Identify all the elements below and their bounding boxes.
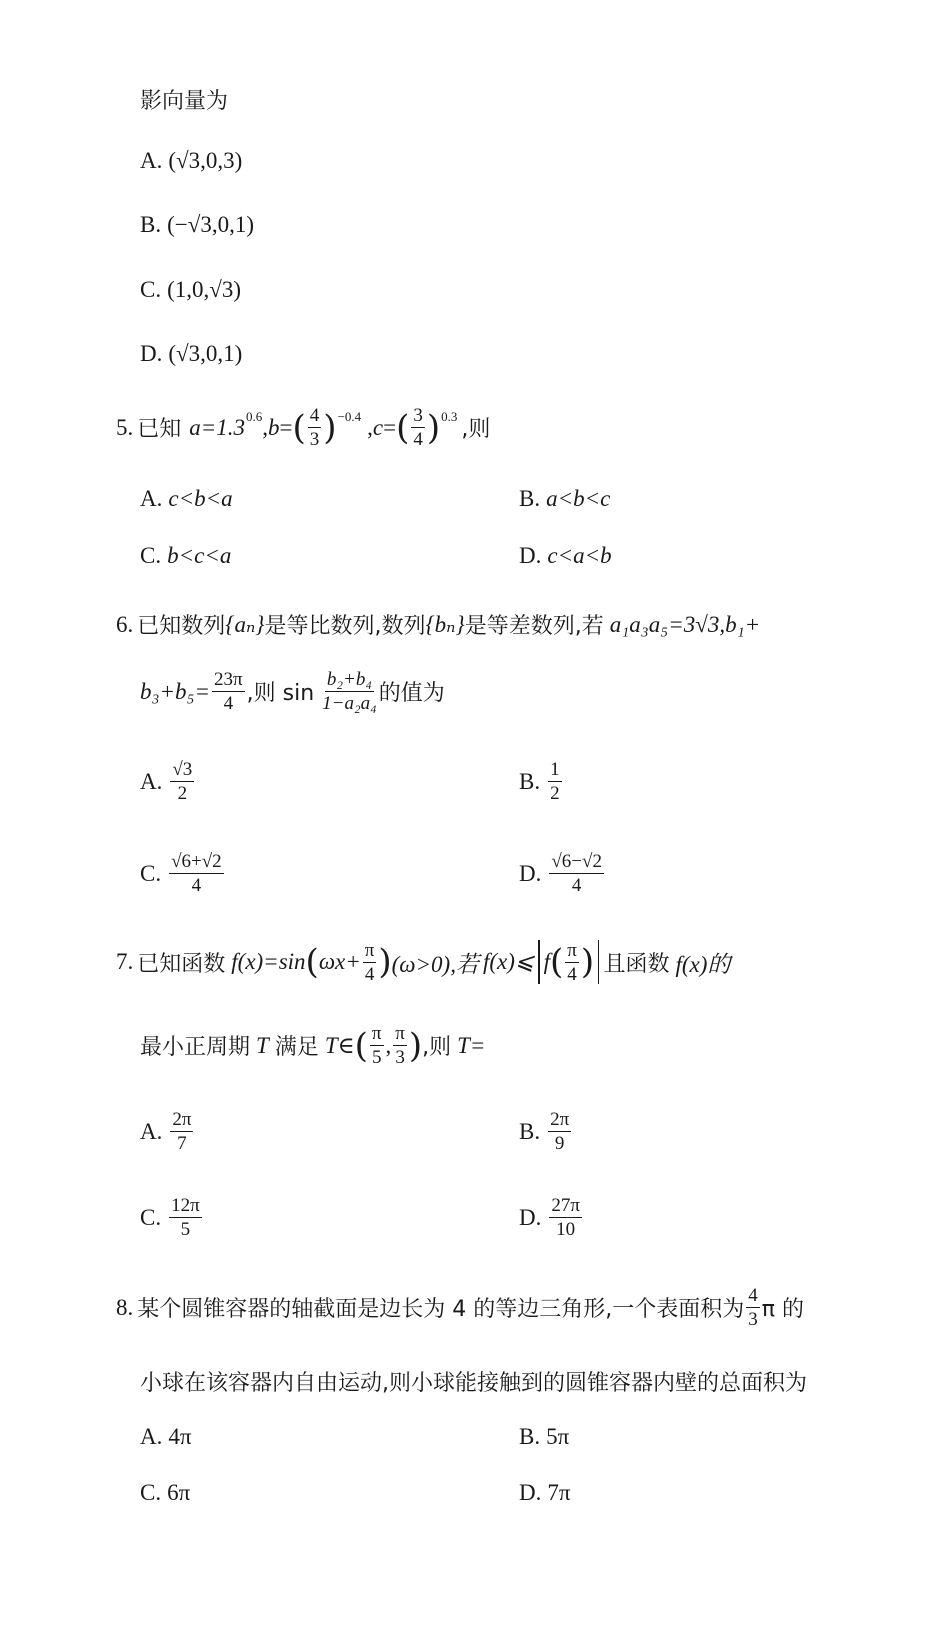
q8-option-d[interactable]: D. 7π xyxy=(519,1480,571,1505)
q6-option-d[interactable]: D. $\frac{√6-√2}{4}$ xyxy=(519,851,602,896)
abs-bar-left xyxy=(538,940,539,984)
q7-option-a[interactable]: A. $\frac{2\pi}{7}$ xyxy=(140,1109,192,1154)
question-number: 7. xyxy=(116,949,134,974)
option-label: C. xyxy=(140,277,162,302)
option-text: (√3,0,1) xyxy=(168,341,243,366)
q8-option-a[interactable]: A. 4π xyxy=(140,1424,192,1449)
question-number: 8. xyxy=(116,1294,134,1320)
q5-option-d[interactable]: D. c<a<b xyxy=(519,543,612,568)
q5-option-a[interactable]: A. c<b<a xyxy=(140,486,233,511)
q7-option-c[interactable]: C. $\frac{12\pi}{5}$ xyxy=(140,1195,200,1240)
option-text: (1,0,√3) xyxy=(167,277,242,302)
option-label: D. xyxy=(140,341,163,366)
option-text: (√3,0,3) xyxy=(168,148,243,173)
a-definition: a=1.3 xyxy=(189,414,246,440)
q8-stem-line1: 8. 某个圆锥容器的轴截面是边长为 4 的等边三角形,一个表面积为 $\frac{4}{3}$ π 的 xyxy=(116,1285,804,1330)
abs-bar-right xyxy=(598,940,599,984)
q6-option-c[interactable]: C. $\frac{√6+√2}{4}$ xyxy=(140,851,222,896)
q4-option-c[interactable] xyxy=(140,277,241,303)
q6-stem-line1: 6. 已知数列 {aₙ} 是等比数列,数列 {bₙ} 是等差数列,若 a₁a₃a₅=3√3,b₁+ xyxy=(116,611,761,639)
option-text: (−√3,0,1) xyxy=(167,212,255,237)
fraction-23pi-4: $\frac{23\pi}{4}$ xyxy=(214,669,243,714)
q7-option-d[interactable]: D. $\frac{27\pi}{10}$ xyxy=(519,1195,580,1240)
q8-option-c[interactable]: C. 6π xyxy=(140,1480,191,1505)
option-label: A. xyxy=(140,148,163,173)
q5-option-c[interactable]: C. b<c<a xyxy=(140,543,232,568)
q5-stem: 5. 已知 a=1.3 0.6 , b = ( $\frac{4}{3}$ ) −0.4 , c = ( $\frac{3}{4}$ ) 0.3 ,则 xyxy=(116,405,491,450)
option-label: B. xyxy=(140,212,162,237)
b-fraction: $\frac{4}{3}$ xyxy=(309,405,320,450)
q8-stem-line2: 小球在该容器内自由运动,则小球能接触到的圆锥容器内壁的总面积为 xyxy=(140,1371,807,1396)
q4-stem-continuation: 影向量为 xyxy=(140,89,229,114)
q6-option-b[interactable]: B. $\frac{1}{2}$ xyxy=(519,759,560,804)
q6-option-a[interactable]: A. $\frac{√3}{2}$ xyxy=(140,759,193,804)
q4-option-d[interactable] xyxy=(140,341,242,367)
q7-stem-line2: 最小正周期 T 满足 T∈ ( $\frac{\pi}{5}$ , $\frac{\pi}{3}$ ) ,则 T= xyxy=(140,1023,486,1068)
c-fraction: $\frac{3}{4}$ xyxy=(413,405,423,450)
sin-argument-fraction: $\frac{\text{b₂+b₄}}{\text{1−a₂a₄}}$ xyxy=(322,669,377,714)
q4-option-a[interactable] xyxy=(140,148,242,174)
question-number: 6. xyxy=(116,611,134,637)
q4-option-b[interactable] xyxy=(140,212,254,238)
q6-stem-line2: b₃+b₅= $\frac{23\pi}{4}$ ,则 sin $\frac{\text{b₂+b₄}}{\text{1−a₂a₄}}$ 的值为 xyxy=(140,669,445,714)
q7-stem-line1: 7. 已知函数 f(x)=sin ( ωx+ $\frac{\pi}{4}$ ) (ω>0),若 f(x)⩽ f ( $\frac{\pi}{4}$ ) 且函数 f(x)的 xyxy=(116,939,731,985)
q7-option-b[interactable]: B. $\frac{2\pi}{9}$ xyxy=(519,1109,570,1154)
q5-option-b[interactable]: B. a<b<c xyxy=(519,486,611,511)
question-number: 5. xyxy=(116,414,134,440)
q8-option-b[interactable]: B. 5π xyxy=(519,1424,570,1449)
